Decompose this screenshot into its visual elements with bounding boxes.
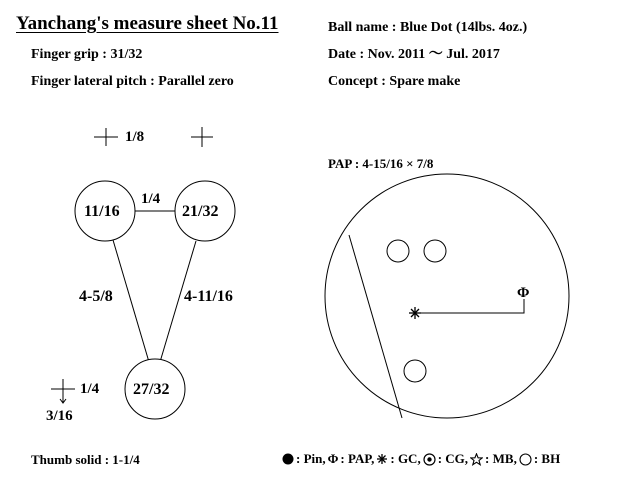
legend-gc-label: : GC, — [390, 451, 421, 466]
legend-bh-label: : BH — [533, 451, 561, 466]
ball-outline — [325, 174, 569, 418]
mb-star-icon — [470, 453, 483, 466]
cg-icon — [423, 453, 436, 466]
ball-finger-hole-left — [387, 240, 409, 262]
span-left-label: 4-5/8 — [79, 288, 113, 305]
hole-left-size: 11/16 — [84, 203, 120, 220]
ball-name: Ball name : Blue Dot (14lbs. 4oz.) — [328, 20, 528, 35]
pap-marker: Φ — [517, 285, 530, 301]
pitch-mark-right-icon — [191, 127, 213, 147]
finger-grip: Finger grip : 31/32 — [31, 47, 143, 62]
thumb-pitch-mark-icon — [51, 379, 75, 403]
thumb-pitch-down: 3/16 — [46, 408, 73, 424]
span-right-label: 4-11/16 — [184, 288, 233, 305]
thumb-pitch-right: 1/4 — [80, 381, 100, 397]
thumb-hole-size: 27/32 — [133, 381, 170, 398]
span-top-label: 1/4 — [141, 191, 161, 207]
sheet-title: Yanchang's measure sheet No.11 — [16, 13, 279, 34]
legend-pap-label: : PAP, — [340, 451, 375, 466]
pap-line — [421, 299, 524, 313]
pitch-value-top-left: 1/8 — [125, 129, 145, 145]
legend-pin-label: : Pin, — [296, 451, 326, 466]
pin-icon — [282, 453, 294, 465]
bh-icon — [519, 453, 532, 466]
hole-right-size: 21/32 — [182, 203, 219, 220]
finger-lateral-pitch: Finger lateral pitch : Parallel zero — [31, 74, 234, 89]
concept: Concept : Spare make — [328, 74, 461, 89]
pap-measure: PAP : 4-15/16 × 7/8 — [328, 156, 434, 171]
ball-thumb-hole — [404, 360, 426, 382]
ball-finger-hole-right — [424, 240, 446, 262]
gc-asterisk-icon — [409, 307, 421, 319]
legend-cg-label: : CG, — [437, 451, 469, 466]
legend — [282, 451, 562, 467]
gc-icon — [376, 453, 388, 465]
thumb-solid: Thumb solid : 1-1/4 — [31, 452, 140, 467]
date-range: Date : Nov. 2011 ～ Jul. 2017 — [328, 47, 500, 62]
pitch-mark-left-icon — [94, 128, 118, 146]
span-line-left — [113, 240, 149, 362]
legend-mb-label: : MB, — [485, 451, 517, 466]
pap-icon: Φ — [327, 451, 339, 466]
balance-hole-line — [349, 235, 402, 418]
